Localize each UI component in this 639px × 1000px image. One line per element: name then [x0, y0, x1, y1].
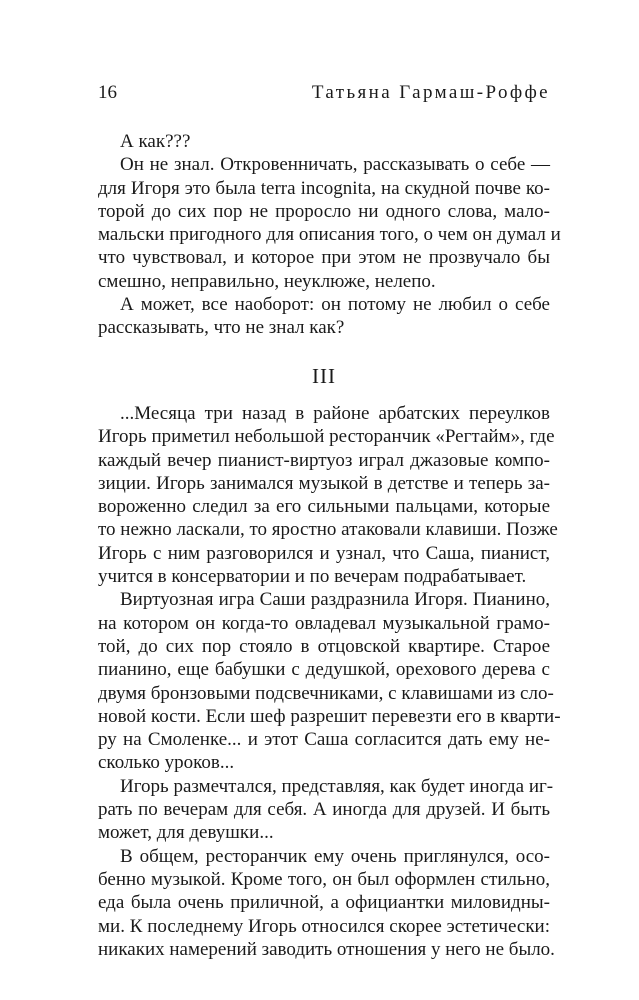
- text-line: Виртуозная игра Саши раздразнила Игоря. Пианино,: [120, 589, 550, 611]
- section-heading: III: [312, 364, 336, 388]
- page-number: 16: [98, 82, 117, 103]
- text-line: Он не знал. Откровенничать, рассказывать о себе —: [120, 154, 550, 176]
- text-line: смешно, неправильно, неуклюже, нелепо.: [98, 270, 436, 292]
- text-line: А как???: [120, 131, 191, 152]
- page-header: [98, 82, 550, 112]
- text-line: зиции. Игорь занимался музыкой в детстве и теперь за-: [98, 472, 550, 494]
- text-line: бенно музыкой. Кроме того, он был оформлен стильно,: [98, 868, 550, 890]
- text-line: сколько уроков...: [98, 752, 235, 774]
- text-line: ми. К последнему Игорь относился скорее эстетически:: [98, 915, 550, 937]
- text-line: новой кости. Если шеф разрешит перевезти его в кварти-: [98, 705, 561, 727]
- text-line: той, до сих пор стояло в отцовской квартире. Старое: [98, 635, 550, 657]
- text-line: никаких намерений заводить отношения у него не было.: [98, 938, 555, 960]
- text-line: Игорь приметил небольшой ресторанчик «Регтайм», где: [98, 426, 555, 448]
- text-line: торой до сих пор не проросло ни одного слова, мало-: [98, 200, 550, 222]
- text-line: рассказывать, что не знал как?: [98, 317, 345, 339]
- text-line: рать по вечерам для себя. А иногда для друзей. И быть: [98, 799, 550, 821]
- text-line: пианино, еще бабушки с дедушкой, орехового дерева с: [98, 659, 550, 681]
- text-line: Игорь с ним разговорился и узнал, что Саша, пианист,: [98, 542, 550, 564]
- text-line: мальски пригодного для описания того, о чем он думал и: [98, 224, 561, 246]
- text-line: на котором он когда-то овладевал музыкальной грамо-: [98, 612, 550, 634]
- running-head-author: Татьяна Гармаш-Роффе: [311, 82, 550, 103]
- text-line: вороженно следил за его сильными пальцами, которые: [98, 496, 550, 518]
- text-block-2: [98, 402, 561, 961]
- text-line: еда была очень приличной, а официантки миловидны-: [98, 892, 550, 914]
- text-line: для Игоря это была terra incognita, на скудной почве ко-: [98, 177, 550, 199]
- text-line: ру на Смоленке... и этот Саша согласится дать ему не-: [98, 729, 550, 751]
- text-line: каждый вечер пианист-виртуоз играл джазовые компо-: [98, 449, 550, 471]
- text-line: что чувствовал, и которое при этом не прозвучало бы: [98, 247, 550, 269]
- text-line: ...Месяца три назад в районе арбатских переулков: [120, 403, 550, 424]
- text-line: В общем, ресторанчик ему очень приглянулся, осо-: [120, 845, 550, 867]
- text-line: двумя бронзовыми подсвечниками, с клавишами из сло-: [98, 682, 554, 704]
- text-line: то нежно ласкали, то яростно атаковали клавиши. Позже: [98, 519, 558, 541]
- text-line: Игорь размечтался, представляя, как будет иногда иг-: [120, 775, 554, 797]
- text-line: учится в консерватории и по вечерам подрабатывает.: [98, 566, 527, 588]
- text-block-1: [98, 130, 561, 340]
- text-line: А может, все наоборот: он потому не любил о себе: [120, 294, 550, 316]
- text-line: может, для девушки...: [98, 822, 274, 844]
